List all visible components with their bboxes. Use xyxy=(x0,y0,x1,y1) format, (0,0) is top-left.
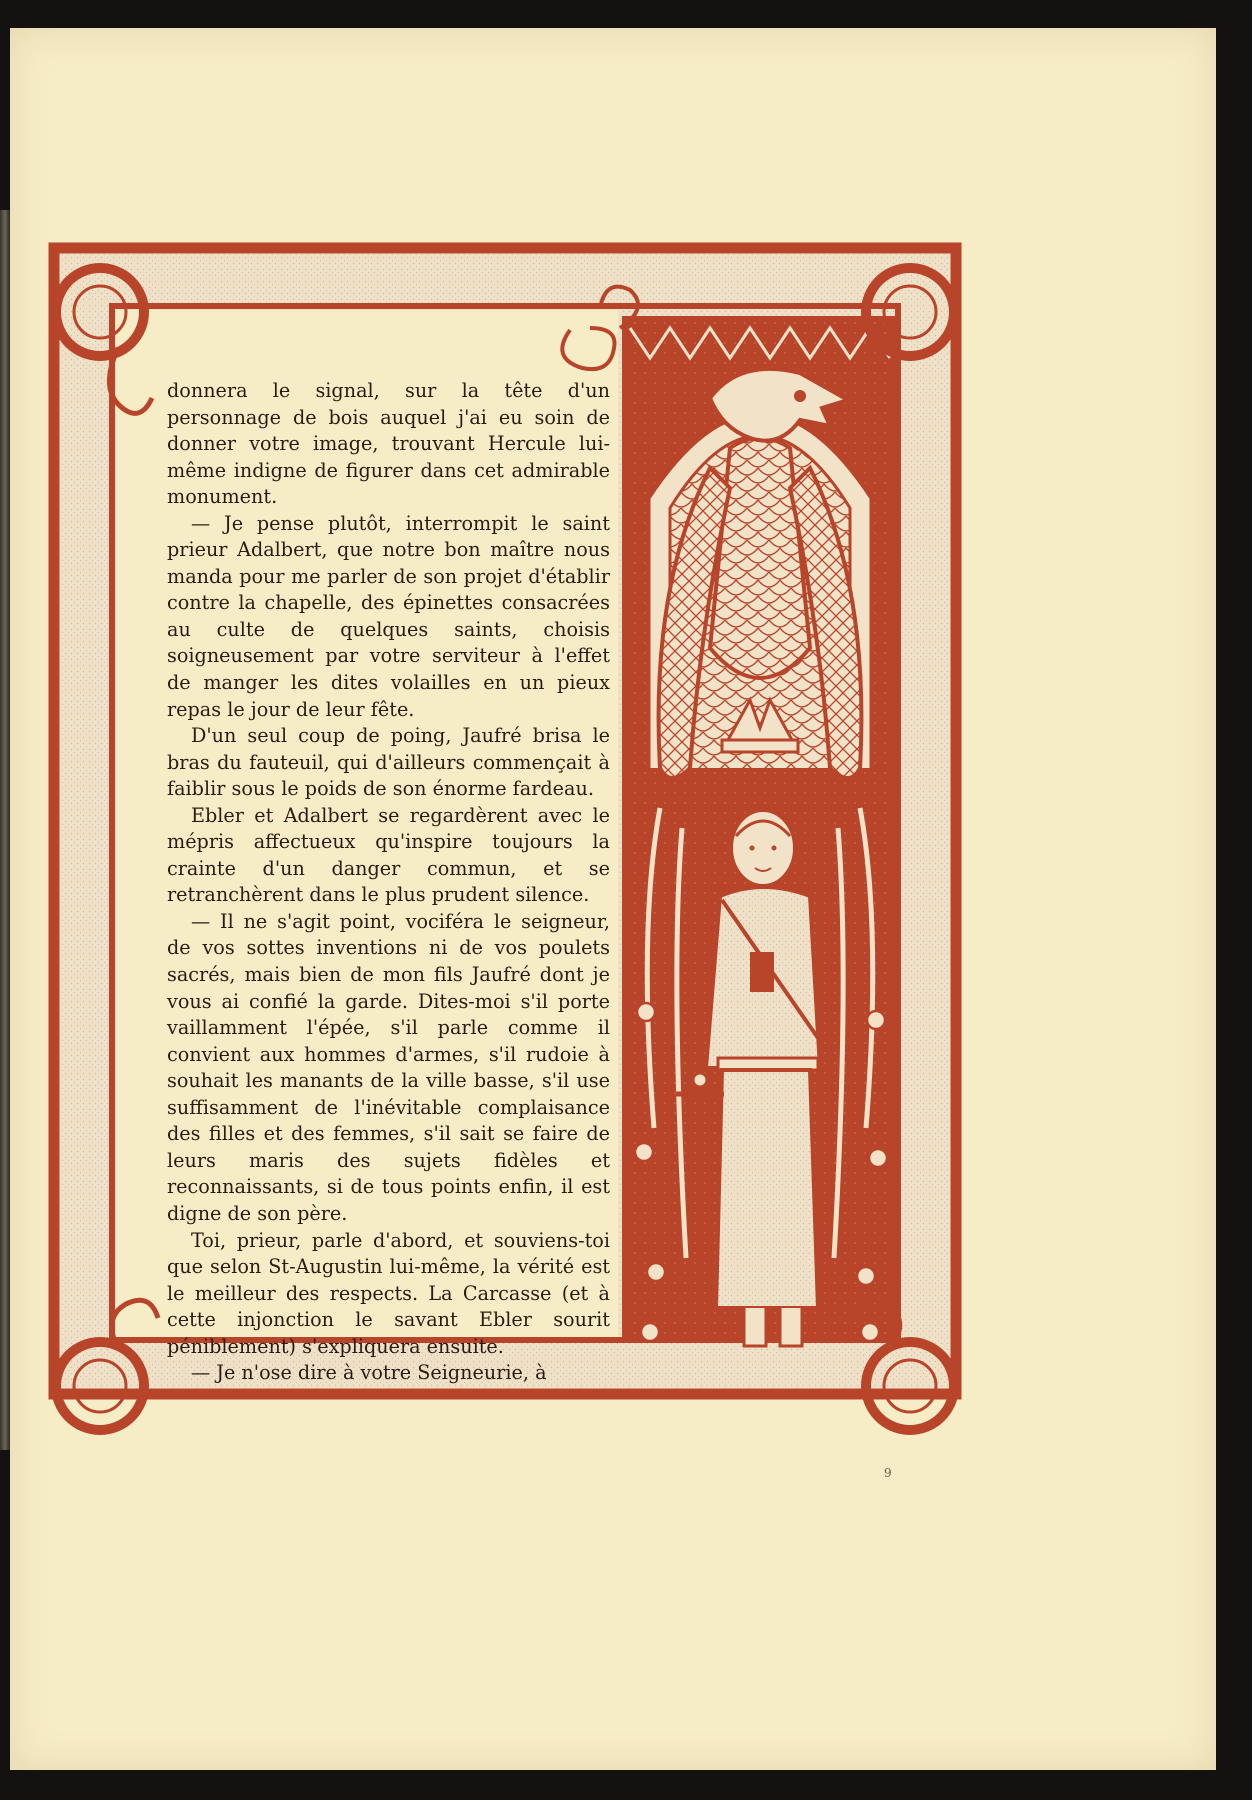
body-text xyxy=(167,378,610,1387)
paragraph: — Il ne s'agit point, vociféra le seigneur, de vos sottes inventions ni de vos poulets sacrés, mais bien de mon fils Jaufré dont je vous ai confié la garde. Dites-moi s'il porte vaillamment l'épée, s'il parle comme il convient aux hommes d'armes, s'il rudoie à souhait les manants de la ville basse, s'il use suffisamment de l'inévitable complaisance des filles et des femmes, s'il sait se faire de leurs maris des sujets fidèles et reconnaissants, si de tous points enfin, il est digne de son père. xyxy=(167,909,610,1225)
book-page xyxy=(10,28,1216,1770)
page-number: 9 xyxy=(884,1466,892,1480)
paragraph: — Je pense plutôt, interrompit le saint prieur Adalbert, que notre bon maître nous manda pour me parler de son projet d'établir contre la chapelle, des épinettes consacrées au culte de quelques saints, choisis soigneusement par votre serviteur à l'effet de manger les dites volailles en un pieux repas le jour de leur fête. xyxy=(167,511,610,721)
paragraph: Toi, prieur, parle d'abord, et souviens-toi que selon St-Augustin lui-même, la vérité est le meilleur des respects. La Carcasse (et à cette injonction le savant Ebler sourit péniblement) s'expliquera ensuite. xyxy=(167,1228,610,1358)
paragraph: D'un seul coup de poing, Jaufré brisa le bras du fauteuil, qui d'ailleurs commençait à faiblir sous le poids de son énorme fardeau. xyxy=(167,724,610,801)
paragraph: donnera le signal, sur la tête d'un personnage de bois auquel j'ai eu soin de donner votre image, trouvant Hercule lui-même indigne de figurer dans cet admirable monument. xyxy=(167,379,610,509)
paragraph: — Je n'ose dire à votre Seigneurie, à xyxy=(191,1361,547,1385)
scan-edge xyxy=(0,210,10,1450)
paragraph: Ebler et Adalbert se regardèrent avec le mépris affectueux qu'inspire toujours la crainte d'un danger commun, et se retranchèrent dans le plus prudent silence. xyxy=(167,803,610,907)
illustration-panel xyxy=(624,318,896,1346)
